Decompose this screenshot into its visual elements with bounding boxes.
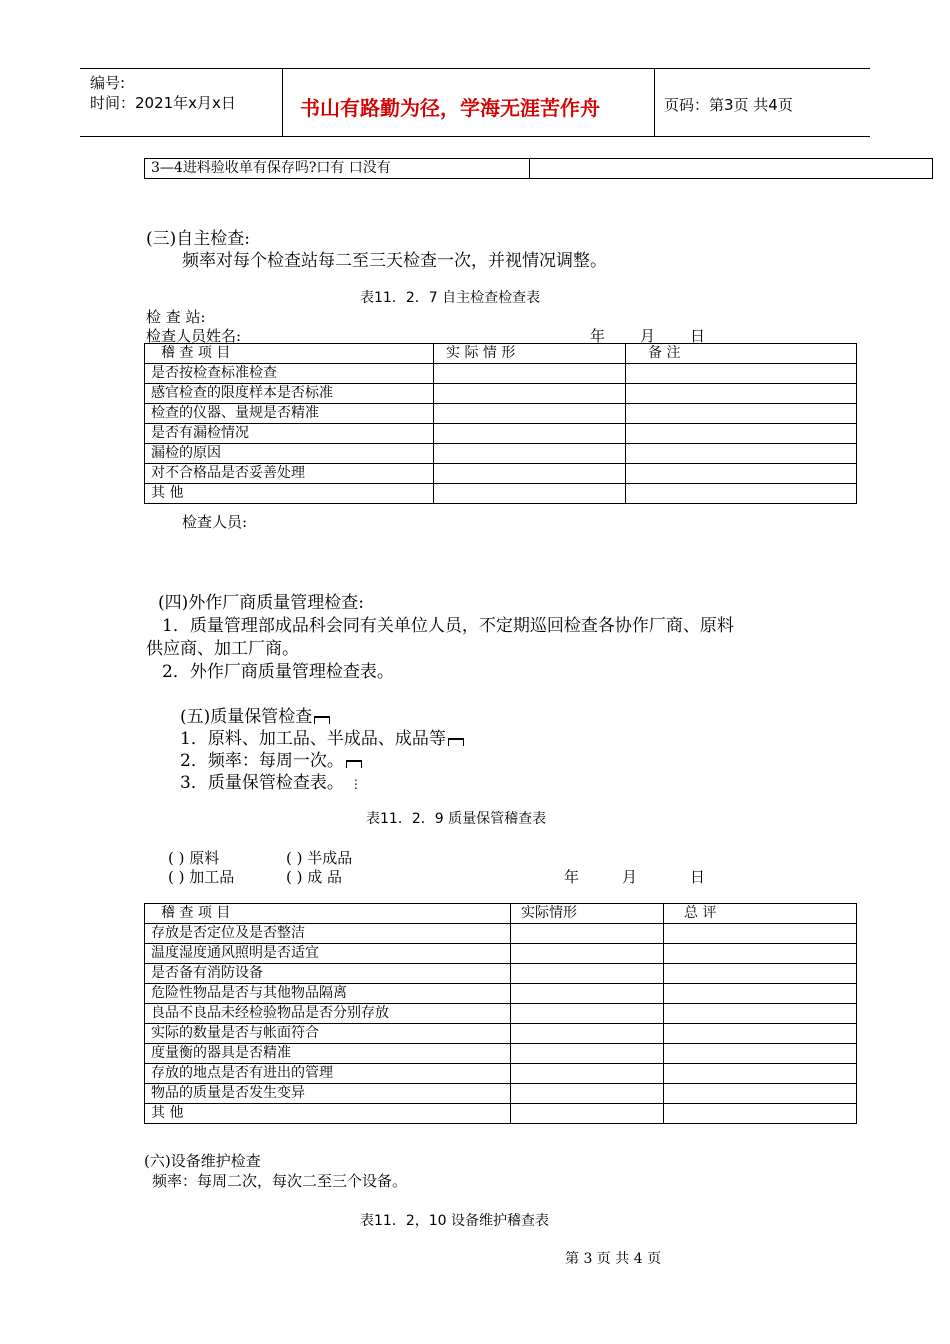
cell-remark[interactable]: [626, 484, 857, 504]
table-row: [145, 404, 857, 424]
row-item: 对不合格品是否妥善处理: [145, 464, 434, 484]
prev-table-row: [144, 158, 933, 179]
cell-actual[interactable]: [434, 444, 626, 464]
doc-date-label: 时间：2021年x月x日: [90, 94, 236, 112]
row-item: 是否备有消防设备: [145, 964, 511, 984]
header-motto: 书山有路勤为径，学海无涯苦作舟: [300, 96, 600, 120]
section5-table-caption: 表11．2．9 质量保管稽查表: [366, 811, 547, 827]
checkbox-processed[interactable]: ( ) 加工品: [168, 868, 235, 886]
section3-table-caption: 表11．2．7 自主检查检查表: [360, 290, 541, 306]
section5-title-text: (五)质量保管检查: [180, 707, 313, 727]
row-item: 危险性物品是否与其他物品隔离: [145, 984, 511, 1004]
section4-item1-line1: 1．质量管理部成品科会同有关单位人员，不定期巡回检查各协作厂商、原料: [162, 616, 734, 636]
row-item: 是否有漏检情况: [145, 424, 434, 444]
cell-overall[interactable]: [664, 1044, 857, 1064]
table-row: [145, 424, 857, 444]
doc-code-label: 编号:: [90, 74, 126, 92]
format-mark-icon: [346, 760, 362, 768]
cell-actual[interactable]: [511, 984, 664, 1004]
checkbox-raw-material[interactable]: ( ) 原料: [168, 849, 220, 867]
row-item: 度量衡的器具是否精准: [145, 1044, 511, 1064]
cell-actual[interactable]: [511, 964, 664, 984]
section3-title: (三)自主检查:: [146, 229, 250, 249]
section5-item1-text: 1．原料、加工品、半成品、成品等: [180, 729, 446, 749]
header-top-rule: [80, 68, 870, 69]
table-row: [145, 1024, 857, 1044]
inspector-name-label: 检查人员姓名:: [146, 327, 242, 345]
cell-actual[interactable]: [434, 404, 626, 424]
row-item: 存放是否定位及是否整洁: [145, 924, 511, 944]
cell-actual[interactable]: [434, 384, 626, 404]
format-mark-icon: [448, 738, 464, 746]
table-row: [145, 984, 857, 1004]
checkbox-semi-finished[interactable]: ( ) 半成品: [286, 849, 353, 867]
cell-remark[interactable]: [626, 424, 857, 444]
cell-actual[interactable]: [434, 364, 626, 384]
row-item: 良品不良品未经检验物品是否分别存放: [145, 1004, 511, 1024]
table-row: [145, 444, 857, 464]
cell-actual[interactable]: [434, 464, 626, 484]
header-bottom-rule: [80, 136, 870, 137]
date-month: 月: [640, 327, 656, 345]
table-row: [145, 1064, 857, 1084]
section6-title: (六)设备维护检查: [144, 1152, 261, 1170]
table-row: [145, 1104, 857, 1124]
format-mark-icon: [314, 716, 330, 724]
cell-remark[interactable]: [626, 444, 857, 464]
header-page-info: 页码：第3页 共4页: [664, 96, 793, 114]
row-item: 是否按检查标准检查: [145, 364, 434, 384]
date-year: 年: [590, 327, 606, 345]
cell-overall[interactable]: [664, 1104, 857, 1124]
quality-storage-table: [144, 903, 857, 1124]
table-header-row: [145, 344, 857, 364]
cell-overall[interactable]: [664, 984, 857, 1004]
cell-actual[interactable]: [434, 484, 626, 504]
section4-item2: 2．外作厂商质量管理检查表。: [162, 662, 394, 682]
cell-remark[interactable]: [626, 464, 857, 484]
table-row: [145, 944, 857, 964]
table-row: [145, 1004, 857, 1024]
table-row: [145, 964, 857, 984]
row-item: 物品的质量是否发生变异: [145, 1084, 511, 1104]
cell-actual[interactable]: [434, 424, 626, 444]
format-mark-icon: ⋮: [349, 777, 362, 791]
cell-actual[interactable]: [511, 1104, 664, 1124]
row-item: 感官检查的限度样本是否标准: [145, 384, 434, 404]
header-divider-right: [654, 68, 655, 136]
table-header-row: [145, 904, 857, 924]
date-day: 日: [690, 327, 706, 345]
cell-actual[interactable]: [511, 1004, 664, 1024]
cell-remark[interactable]: [626, 384, 857, 404]
section5-item2-text: 2．频率：每周一次。: [180, 751, 344, 771]
column-header-overall: 总 评: [664, 904, 857, 924]
date-month: 月: [622, 868, 638, 886]
table-row: [145, 1084, 857, 1104]
cell-overall[interactable]: [664, 1004, 857, 1024]
prev-row-text: 3—4进料验收单有保存吗?口有 口没有: [145, 159, 530, 179]
row-item: 存放的地点是否有进出的管理: [145, 1064, 511, 1084]
cell-actual[interactable]: [511, 924, 664, 944]
section5-item3-text: 3．质量保管检查表。: [180, 773, 344, 793]
section4-title: (四)外作厂商质量管理检查:: [158, 593, 364, 613]
header-divider-left: [282, 68, 283, 136]
table-row: [145, 384, 857, 404]
table-row: [145, 1044, 857, 1064]
cell-actual[interactable]: [511, 944, 664, 964]
cell-overall[interactable]: [664, 1024, 857, 1044]
row-item: 检查的仪器、量规是否精准: [145, 404, 434, 424]
column-header-remark: 备 注: [626, 344, 857, 364]
column-header-item: 稽 查 项 目: [145, 344, 434, 364]
section4-item1-line2: 供应商、加工厂商。: [146, 639, 299, 659]
cell-remark[interactable]: [626, 364, 857, 384]
section5-item3: [180, 768, 362, 793]
section6-table-caption: 表11．2，10 设备维护稽查表: [360, 1213, 549, 1229]
prev-row-empty-cell: [530, 159, 933, 179]
cell-overall[interactable]: [664, 1084, 857, 1104]
section6-body: 频率：每周二次，每次二至三个设备。: [152, 1172, 408, 1190]
table-row: [145, 159, 933, 179]
inspector-label: 检查人员:: [182, 513, 248, 531]
cell-remark[interactable]: [626, 404, 857, 424]
cell-actual[interactable]: [511, 1084, 664, 1104]
table-row: [145, 484, 857, 504]
self-inspection-table: [144, 343, 857, 504]
cell-actual[interactable]: [511, 1044, 664, 1064]
row-item: 实际的数量是否与帐面符合: [145, 1024, 511, 1044]
table-row: [145, 464, 857, 484]
row-item: 其 他: [145, 484, 434, 504]
cell-overall[interactable]: [664, 1064, 857, 1084]
cell-actual[interactable]: [511, 1024, 664, 1044]
row-item: 漏检的原因: [145, 444, 434, 464]
cell-overall[interactable]: [664, 964, 857, 984]
footer-page-number: 第 3 页 共 4 页: [565, 1251, 662, 1267]
section3-body: 频率对每个检查站每二至三天检查一次，并视情况调整。: [182, 251, 607, 271]
table-row: [145, 924, 857, 944]
cell-overall[interactable]: [664, 944, 857, 964]
cell-overall[interactable]: [664, 924, 857, 944]
table-row: [145, 364, 857, 384]
date-year: 年: [564, 868, 580, 886]
row-item: 其 他: [145, 1104, 511, 1124]
column-header-item: 稽 查 项 目: [145, 904, 511, 924]
checkbox-finished[interactable]: ( ) 成 品: [286, 868, 343, 886]
date-day: 日: [690, 868, 706, 886]
row-item: 温度湿度通风照明是否适宜: [145, 944, 511, 964]
cell-actual[interactable]: [511, 1064, 664, 1084]
column-header-actual: 实际情形: [511, 904, 664, 924]
column-header-actual: 实 际 情 形: [434, 344, 626, 364]
station-label: 检 查 站:: [146, 308, 206, 326]
